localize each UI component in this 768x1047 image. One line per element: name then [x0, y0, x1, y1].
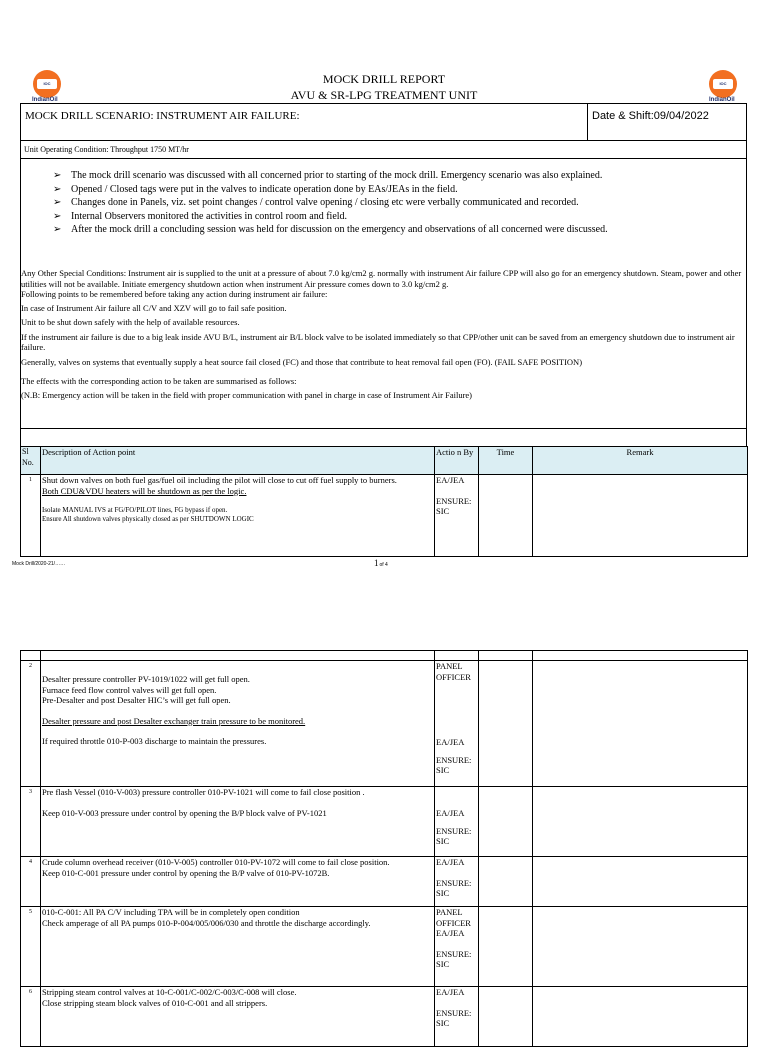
- separator-row: [20, 428, 747, 447]
- indianoil-logo-right: IOC: [709, 70, 737, 98]
- table-row: 1 Shut down valves on both fuel gas/fuel oil including the pilot will close to cut off fuel supply to burners. Both CDU&VDU heaters will be shutdown as per the logic. Isolate MANUAL IVS at FG/FO/PILOT lines, FG bypass if open. Ensure All shutdown valves physically closed as per SHUTDOWN LOGIC EA/JEA ENSURE: SIC: [21, 475, 748, 557]
- footer-doc-ref: Mock Drill/2020-21/……: [12, 561, 66, 567]
- bullet-item: ➢ Changes done in Panels, viz. set point changes / control valve opening / closing etc were verbally communicated and recorded.: [53, 197, 579, 208]
- report-title: MOCK DRILL REPORT: [322, 72, 446, 86]
- logo-text-left: IndianOil: [32, 97, 58, 103]
- action-table-page1: [20, 446, 748, 557]
- point-1: In case of Instrument Air failure all C/V and XZV will go to fail safe position.: [21, 302, 287, 313]
- table-row: 3 Pre flash Vessel (010-V-003) pressure controller 010-PV-1021 will come to fail close position . Keep 010-V-003 pressure under control by opening the B/P block valve of PV-1021 EA/JEA ENSURE: SIC: [21, 787, 748, 857]
- point-2: Unit to be shut down safely with the help of available resources.: [21, 317, 240, 327]
- page-number: 1of 4: [374, 558, 388, 568]
- col-sl: Sl No.: [21, 447, 41, 475]
- col-description: Description of Action point: [41, 447, 435, 475]
- action-table-page2: [20, 650, 748, 1047]
- special-conditions-block: [21, 268, 748, 400]
- col-time: Time: [479, 447, 533, 475]
- logo-text-right: IndianOil: [709, 97, 735, 103]
- scenario-row: [20, 103, 747, 141]
- bullet-item: ➢ Opened / Closed tags were put in the valves to indicate operation done by EAs/JEAs in the field.: [53, 183, 458, 195]
- date-shift: Date & Shift:09/04/2022: [592, 110, 709, 122]
- bullet-item: ➢ The mock drill scenario was discussed with all concerned prior to starting of the mock drill. Emergency scenario was also explained.: [53, 170, 603, 181]
- special-conditions: Any Other Special Conditions: Instrument air is supplied to the unit at a pressure of about 7.0 kg/cm2 g. normally with instrument Air failure CPP will also go for an emergency shutdown. Steam, power and other utilities will not be available. Initiate emergency shutdown action when instrument Air pressure comes down to 3.0 kg/cm2 g.: [21, 268, 742, 289]
- point-4: Generally, valves on systems that eventually supply a heat source fail closed (FC) and those that contribute to heat removal fail open (FO). (FAIL SAFE POSITION): [21, 356, 583, 367]
- effects-intro: The effects with the corresponding action to be taken are summarised as follows:: [21, 376, 297, 386]
- operating-condition: Unit Operating Condition: Throughput 1750 MT/hr: [24, 145, 189, 154]
- scenario-text: MOCK DRILL SCENARIO: INSTRUMENT AIR FAILURE:: [25, 110, 300, 122]
- mock-drill-bullets: [53, 169, 743, 237]
- nb-note: (N.B: Emergency action will be taken in the field with proper communication with panel in charge in case of Instrument Air Failure): [21, 389, 473, 400]
- points-intro: Following points to be remembered before taking any action during instrument air failure:: [21, 289, 328, 299]
- report-subtitle: AVU & SR-LPG TREATMENT UNIT: [290, 88, 478, 102]
- table-row: 6 Stripping steam control valves at 10-C-001/C-002/C-003/C-008 will close. Close stripping steam block valves of 010-C-001 and all strippers. EA/JEA ENSURE: SIC: [21, 987, 748, 1047]
- bullet-item: ➢ Internal Observers monitored the activities in control room and field.: [53, 210, 348, 222]
- col-remark: Remark: [533, 447, 748, 475]
- point-3: If the instrument air failure is due to a big leak inside AVU B/L, instrument air B/L block valve to be isolated immediately so that CPP/other unit can be saved from an emergency shutdown due to instrument air failure.: [21, 331, 735, 352]
- table-row: 4 Crude column overhead receiver (010-V-005) controller 010-PV-1072 will come to fail close position. Keep 010-C-001 pressure under control by opening the B/P valve of 010-PV-1072B. EA/JEA ENSURE: SIC: [21, 857, 748, 907]
- table-row: 5 010-C-001: All PA C/V including TPA will be in completely open condition Check amperage of all PA pumps 010-P-004/005/006/030 and throttle the discharge accordingly. PANEL OFFICER EA/JEA ENSURE: SIC: [21, 907, 748, 987]
- operating-condition-row: [20, 140, 747, 159]
- indianoil-logo-left: IOC: [33, 70, 61, 98]
- table-row: 2 Desalter pressure controller PV-1019/1022 will get full open. Furnace feed flow control valves will get full open. Pre-Desalter and post Desalter HIC’s will get full open. Desalter pressure and post Desalter exchanger train pressure to be monitored. If required throttle 010-P-003 discharge to maintain the pressures. PANEL OFFICER EA/JEA ENSURE: SIC: [21, 661, 748, 787]
- bullet-item: ➢ After the mock drill a concluding session was held for discussion on the emergency and observations of all concerned were discussed.: [53, 224, 608, 235]
- col-action-by: Actio n By: [435, 447, 479, 475]
